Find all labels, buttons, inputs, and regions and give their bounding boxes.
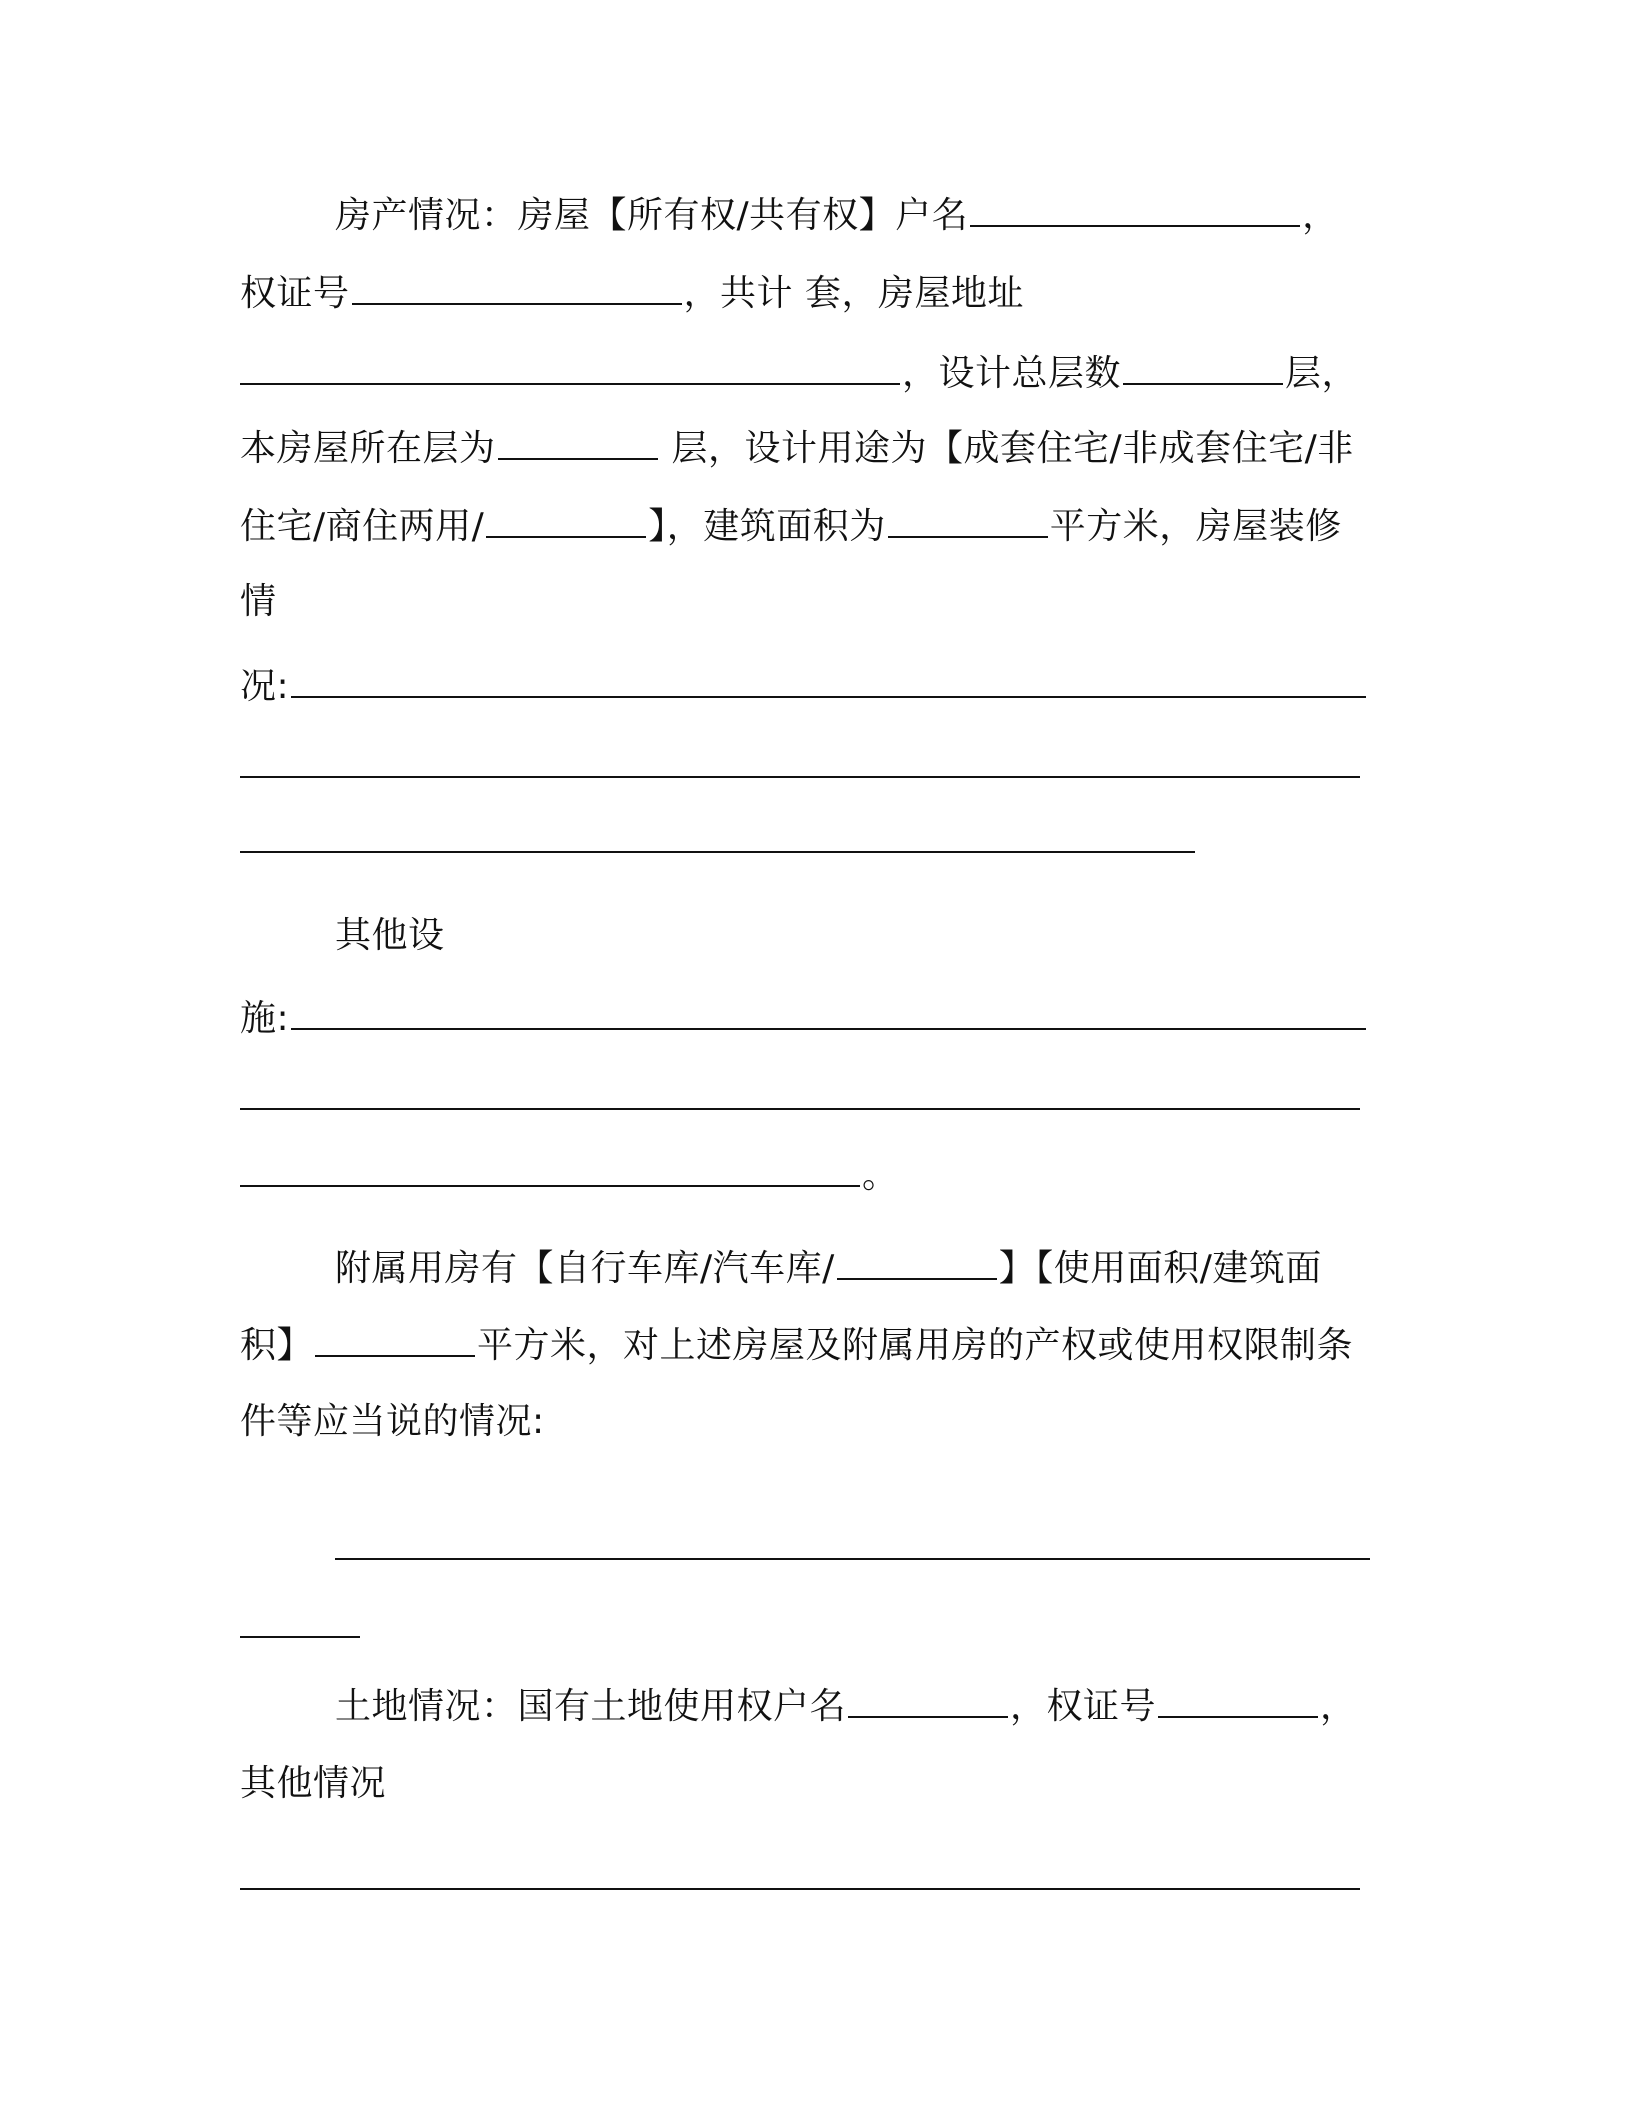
floor-label: 本房屋所在层为 xyxy=(240,428,496,469)
decoration-blank-3[interactable] xyxy=(240,845,1195,853)
property-line-8 xyxy=(240,743,1400,791)
property-line-6 xyxy=(240,578,1400,626)
ancillary-line-2 xyxy=(240,1322,1400,1370)
facilities-label: 其他设 xyxy=(335,915,445,956)
property-line-9 xyxy=(240,818,1400,866)
area-type-options: 】【使用面积/建筑面 xyxy=(998,1248,1322,1289)
ancillary-label: 附属用房有【自行车库/汽车库/ xyxy=(335,1248,835,1289)
property-line-4 xyxy=(240,425,1400,473)
usage-options: 住宅/商住两用/ xyxy=(240,506,485,547)
facilities-blank-1[interactable] xyxy=(291,1022,1366,1030)
owner-name-blank[interactable] xyxy=(970,219,1300,227)
total-floors-blank[interactable] xyxy=(1123,377,1283,385)
land-owner-blank[interactable] xyxy=(848,1710,1008,1718)
decoration-blank-2[interactable] xyxy=(240,770,1360,778)
address-blank[interactable] xyxy=(240,377,900,385)
facilities-line-2 xyxy=(240,995,1400,1043)
facilities-line-1 xyxy=(335,912,1495,960)
decoration-blank-1[interactable] xyxy=(291,690,1366,698)
property-line-7 xyxy=(240,663,1400,711)
land-line-1 xyxy=(335,1683,1495,1731)
ancillary-line-1 xyxy=(335,1245,1495,1293)
land-other-blank[interactable] xyxy=(240,1882,1360,1890)
property-line-5 xyxy=(240,503,1400,551)
floors-unit: 层， xyxy=(1285,353,1359,394)
land-line-3 xyxy=(240,1855,1400,1903)
ancillary-line-5 xyxy=(240,1603,1400,1651)
certificate-label: 权证号 xyxy=(240,273,350,314)
land-line-2 xyxy=(240,1760,1400,1808)
area-type-end: 积】 xyxy=(240,1325,314,1366)
restriction-label-end: 件等应当说的情况: xyxy=(240,1401,545,1442)
usage-label: 层，设计用途为【成套住宅/非成套住宅/非 xyxy=(659,428,1354,469)
facilities-blank-2[interactable] xyxy=(240,1102,1360,1110)
facilities-line-4 xyxy=(240,1152,1400,1200)
restriction-blank-1[interactable] xyxy=(335,1552,1370,1560)
floor-blank[interactable] xyxy=(498,452,658,460)
period: 。 xyxy=(862,1155,899,1196)
area-blank[interactable] xyxy=(888,530,1048,538)
address-label: ，共计 套，房屋地址 xyxy=(683,273,1024,314)
ancillary-area-blank[interactable] xyxy=(315,1349,475,1357)
certificate-number-blank[interactable] xyxy=(352,297,682,305)
land-other-label: 其他情况 xyxy=(240,1763,387,1804)
usage-other-blank[interactable] xyxy=(486,530,646,538)
comma: ， xyxy=(1302,195,1339,236)
decoration-label-cont: 情 xyxy=(240,581,277,622)
facilities-label-end: 施: xyxy=(240,998,290,1039)
property-line-3 xyxy=(240,350,1400,398)
land-owner-label: 土地情况：国有土地使用权户名 xyxy=(335,1686,847,1727)
floors-label: ，设计总层数 xyxy=(902,353,1122,394)
comma: ， xyxy=(1320,1686,1357,1727)
area-label: 】，建筑面积为 xyxy=(648,506,886,547)
restriction-blank-2[interactable] xyxy=(240,1630,360,1638)
decoration-label-end: 况: xyxy=(240,666,290,707)
property-owner-label: 房产情况：房屋【所有权/共有权】户名 xyxy=(335,195,969,236)
land-certificate-label: ，权证号 xyxy=(1010,1686,1157,1727)
land-certificate-blank[interactable] xyxy=(1158,1710,1318,1718)
facilities-blank-3[interactable] xyxy=(240,1179,860,1187)
property-line-2 xyxy=(240,270,1400,318)
ancillary-other-blank[interactable] xyxy=(837,1272,997,1280)
facilities-line-3 xyxy=(240,1075,1400,1123)
restriction-label: 平方米，对上述房屋及附属用房的产权或使用权限制条 xyxy=(477,1325,1354,1366)
ancillary-line-4 xyxy=(335,1525,1495,1573)
ancillary-line-3 xyxy=(240,1398,1400,1446)
decoration-label: 平方米，房屋装修 xyxy=(1049,506,1342,547)
property-line-1 xyxy=(335,192,1495,240)
